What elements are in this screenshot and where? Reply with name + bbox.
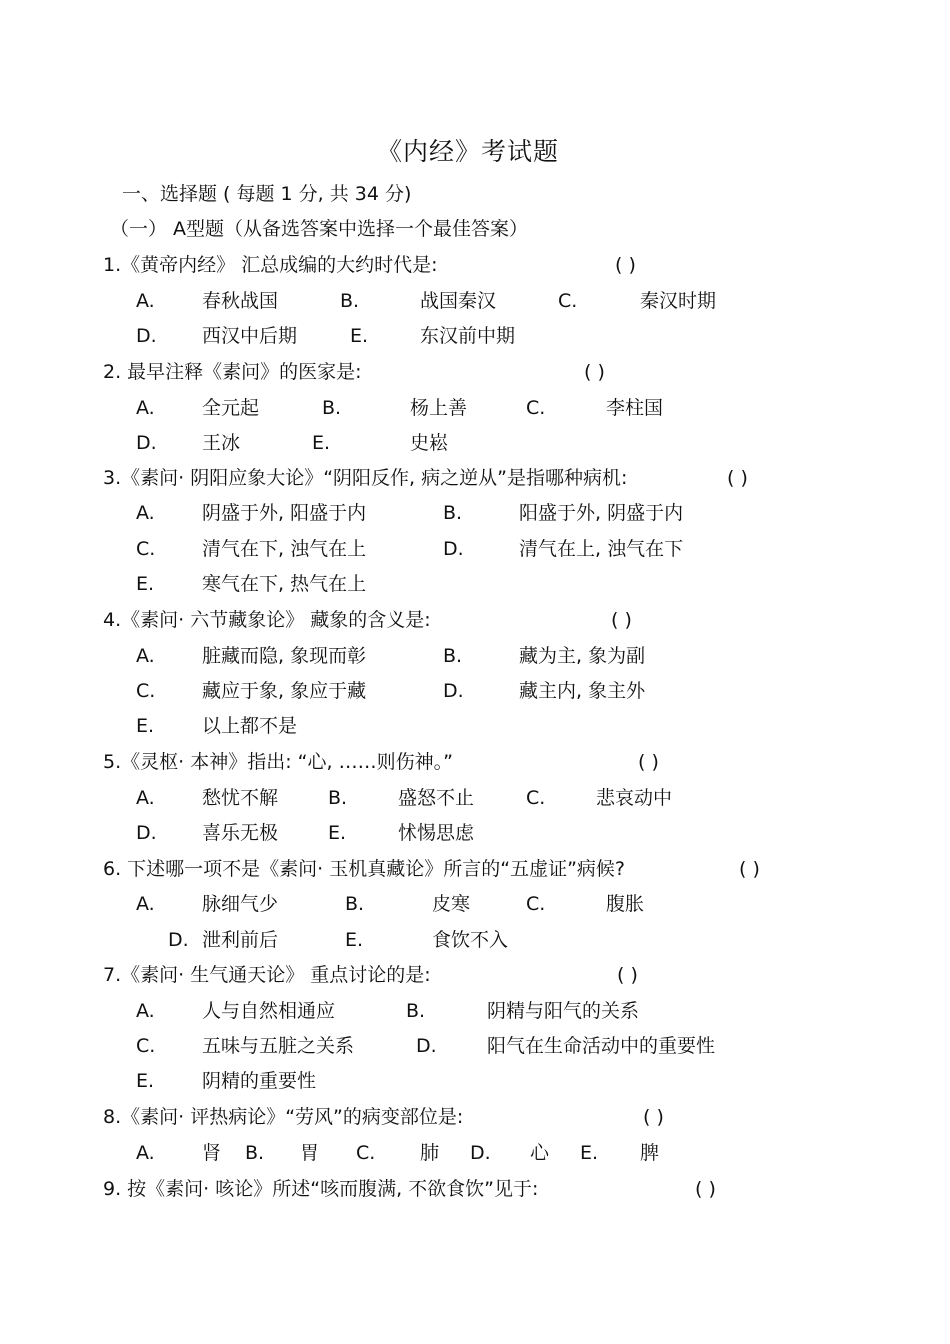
option-text-b: 战国秦汉 xyxy=(420,290,497,312)
option-text-a: 愁忧不解 xyxy=(202,787,279,809)
option-letter-c: C. xyxy=(526,397,546,419)
option-letter-a: A. xyxy=(136,290,155,312)
option-text-b: 皮寒 xyxy=(432,893,471,915)
option-text-a: 肾 xyxy=(202,1142,222,1164)
option-letter-a: A. xyxy=(136,787,155,809)
option-letter-d: D. xyxy=(443,680,464,702)
option-text-e: 史崧 xyxy=(410,432,449,454)
option-text-e: 脾 xyxy=(640,1142,660,1164)
option-text-c: 清气在下, 浊气在上 xyxy=(202,538,367,560)
answer-blank: ( ) xyxy=(643,1106,664,1128)
option-letter-d: D. xyxy=(136,432,157,454)
option-text-c: 肺 xyxy=(420,1142,440,1164)
option-letter-d: D. xyxy=(443,538,464,560)
option-letter-c: C. xyxy=(136,1035,156,1057)
option-letter-e: E. xyxy=(136,715,155,737)
option-text-e: 寒气在下, 热气在上 xyxy=(202,573,367,595)
option-letter-c: C. xyxy=(136,538,156,560)
option-text-e: 怵惕思虑 xyxy=(398,822,475,844)
option-text-a: 人与自然相通应 xyxy=(202,1000,336,1022)
option-text-c: 秦汉时期 xyxy=(640,290,717,312)
option-text-d: 泄利前后 xyxy=(202,929,279,951)
option-text-b: 阳盛于外, 阴盛于内 xyxy=(519,502,684,524)
option-text-a: 春秋战国 xyxy=(202,290,279,312)
option-text-c: 藏应于象, 象应于藏 xyxy=(202,680,367,702)
option-text-e: 以上都不是 xyxy=(202,715,298,737)
exam-title: 《内经》考试题 xyxy=(376,137,559,166)
question-stem: 2. 最早注释《素问》的医家是: xyxy=(103,361,362,383)
option-letter-e: E. xyxy=(580,1142,599,1164)
option-letter-a: A. xyxy=(136,645,155,667)
option-text-b: 胃 xyxy=(300,1142,320,1164)
option-letter-e: E. xyxy=(328,822,347,844)
option-text-a: 脏藏而隐, 象现而彰 xyxy=(202,645,367,667)
option-letter-d: D. xyxy=(136,822,157,844)
option-text-d: 心 xyxy=(530,1142,550,1164)
option-text-c: 五味与五脏之关系 xyxy=(202,1035,355,1057)
option-letter-b: B. xyxy=(328,787,348,809)
option-text-c: 李柱国 xyxy=(606,397,664,419)
option-text-a: 阴盛于外, 阳盛于内 xyxy=(202,502,367,524)
option-letter-c: C. xyxy=(526,787,546,809)
option-letter-c: C. xyxy=(136,680,156,702)
option-text-d: 喜乐无极 xyxy=(202,822,279,844)
option-text-e: 食饮不入 xyxy=(432,929,509,951)
option-text-b: 杨上善 xyxy=(410,397,468,419)
answer-blank: ( ) xyxy=(739,858,760,880)
question-stem: 3.《素问· 阴阳应象大论》“阴阳反作, 病之逆从”是指哪种病机: xyxy=(103,467,628,489)
question-stem: 9. 按《素问· 咳论》所述“咳而腹满, 不欲食饮”见于: xyxy=(103,1178,539,1200)
option-text-b: 藏为主, 象为副 xyxy=(519,645,646,667)
option-letter-e: E. xyxy=(136,573,155,595)
option-text-d: 藏主内, 象主外 xyxy=(519,680,646,702)
option-letter-a: A. xyxy=(136,397,155,419)
answer-blank: ( ) xyxy=(617,964,638,986)
option-text-e: 东汉前中期 xyxy=(420,325,516,347)
answer-blank: ( ) xyxy=(695,1178,716,1200)
option-letter-e: E. xyxy=(345,929,364,951)
option-letter-d: D. xyxy=(470,1142,491,1164)
section-heading: 一、选择题 ( 每题 1 分, 共 34 分) xyxy=(122,183,412,205)
option-text-c: 悲哀动中 xyxy=(596,787,673,809)
option-text-a: 全元起 xyxy=(202,397,260,419)
option-letter-b: B. xyxy=(443,502,463,524)
option-letter-b: B. xyxy=(322,397,342,419)
option-letter-a: A. xyxy=(136,1142,155,1164)
option-text-d: 清气在上, 浊气在下 xyxy=(519,538,684,560)
answer-blank: ( ) xyxy=(638,751,659,773)
option-text-d: 王冰 xyxy=(202,432,241,454)
question-stem: 8.《素问· 评热病论》“劳风”的病变部位是: xyxy=(103,1106,464,1128)
option-text-b: 盛怒不止 xyxy=(398,787,475,809)
option-text-d: 西汉中后期 xyxy=(202,325,298,347)
option-letter-e: E. xyxy=(312,432,331,454)
option-letter-b: B. xyxy=(406,1000,426,1022)
option-letter-d: D. xyxy=(168,929,189,951)
option-text-e: 阴精的重要性 xyxy=(202,1070,317,1092)
question-stem: 7.《素问· 生气通天论》 重点讨论的是: xyxy=(103,964,431,986)
option-letter-b: B. xyxy=(345,893,365,915)
option-text-b: 阴精与阳气的关系 xyxy=(487,1000,640,1022)
question-stem: 4.《素问· 六节藏象论》 藏象的含义是: xyxy=(103,609,431,631)
option-letter-e: E. xyxy=(136,1070,155,1092)
answer-blank: ( ) xyxy=(727,467,748,489)
option-letter-a: A. xyxy=(136,502,155,524)
subsection-heading: （一） A型题（从备选答案中选择一个最佳答案） xyxy=(110,218,529,240)
question-stem: 6. 下述哪一项不是《素问· 玉机真藏论》所言的“五虚证”病候? xyxy=(103,858,626,880)
answer-blank: ( ) xyxy=(615,254,636,276)
option-text-a: 脉细气少 xyxy=(202,893,279,915)
option-letter-c: C. xyxy=(558,290,578,312)
question-stem: 5.《灵枢· 本神》指出: “心, ……则伤神。” xyxy=(103,751,453,773)
option-text-c: 腹胀 xyxy=(606,893,645,915)
option-letter-b: B. xyxy=(443,645,463,667)
option-text-d: 阳气在生命活动中的重要性 xyxy=(487,1035,716,1057)
option-letter-b: B. xyxy=(340,290,360,312)
option-letter-a: A. xyxy=(136,1000,155,1022)
answer-blank: ( ) xyxy=(584,361,605,383)
option-letter-c: C. xyxy=(526,893,546,915)
option-letter-d: D. xyxy=(136,325,157,347)
option-letter-b: B. xyxy=(245,1142,265,1164)
option-letter-d: D. xyxy=(416,1035,437,1057)
option-letter-e: E. xyxy=(350,325,369,347)
option-letter-a: A. xyxy=(136,893,155,915)
option-letter-c: C. xyxy=(356,1142,376,1164)
answer-blank: ( ) xyxy=(611,609,632,631)
question-stem: 1.《黄帝内经》 汇总成编的大约时代是: xyxy=(103,254,438,276)
